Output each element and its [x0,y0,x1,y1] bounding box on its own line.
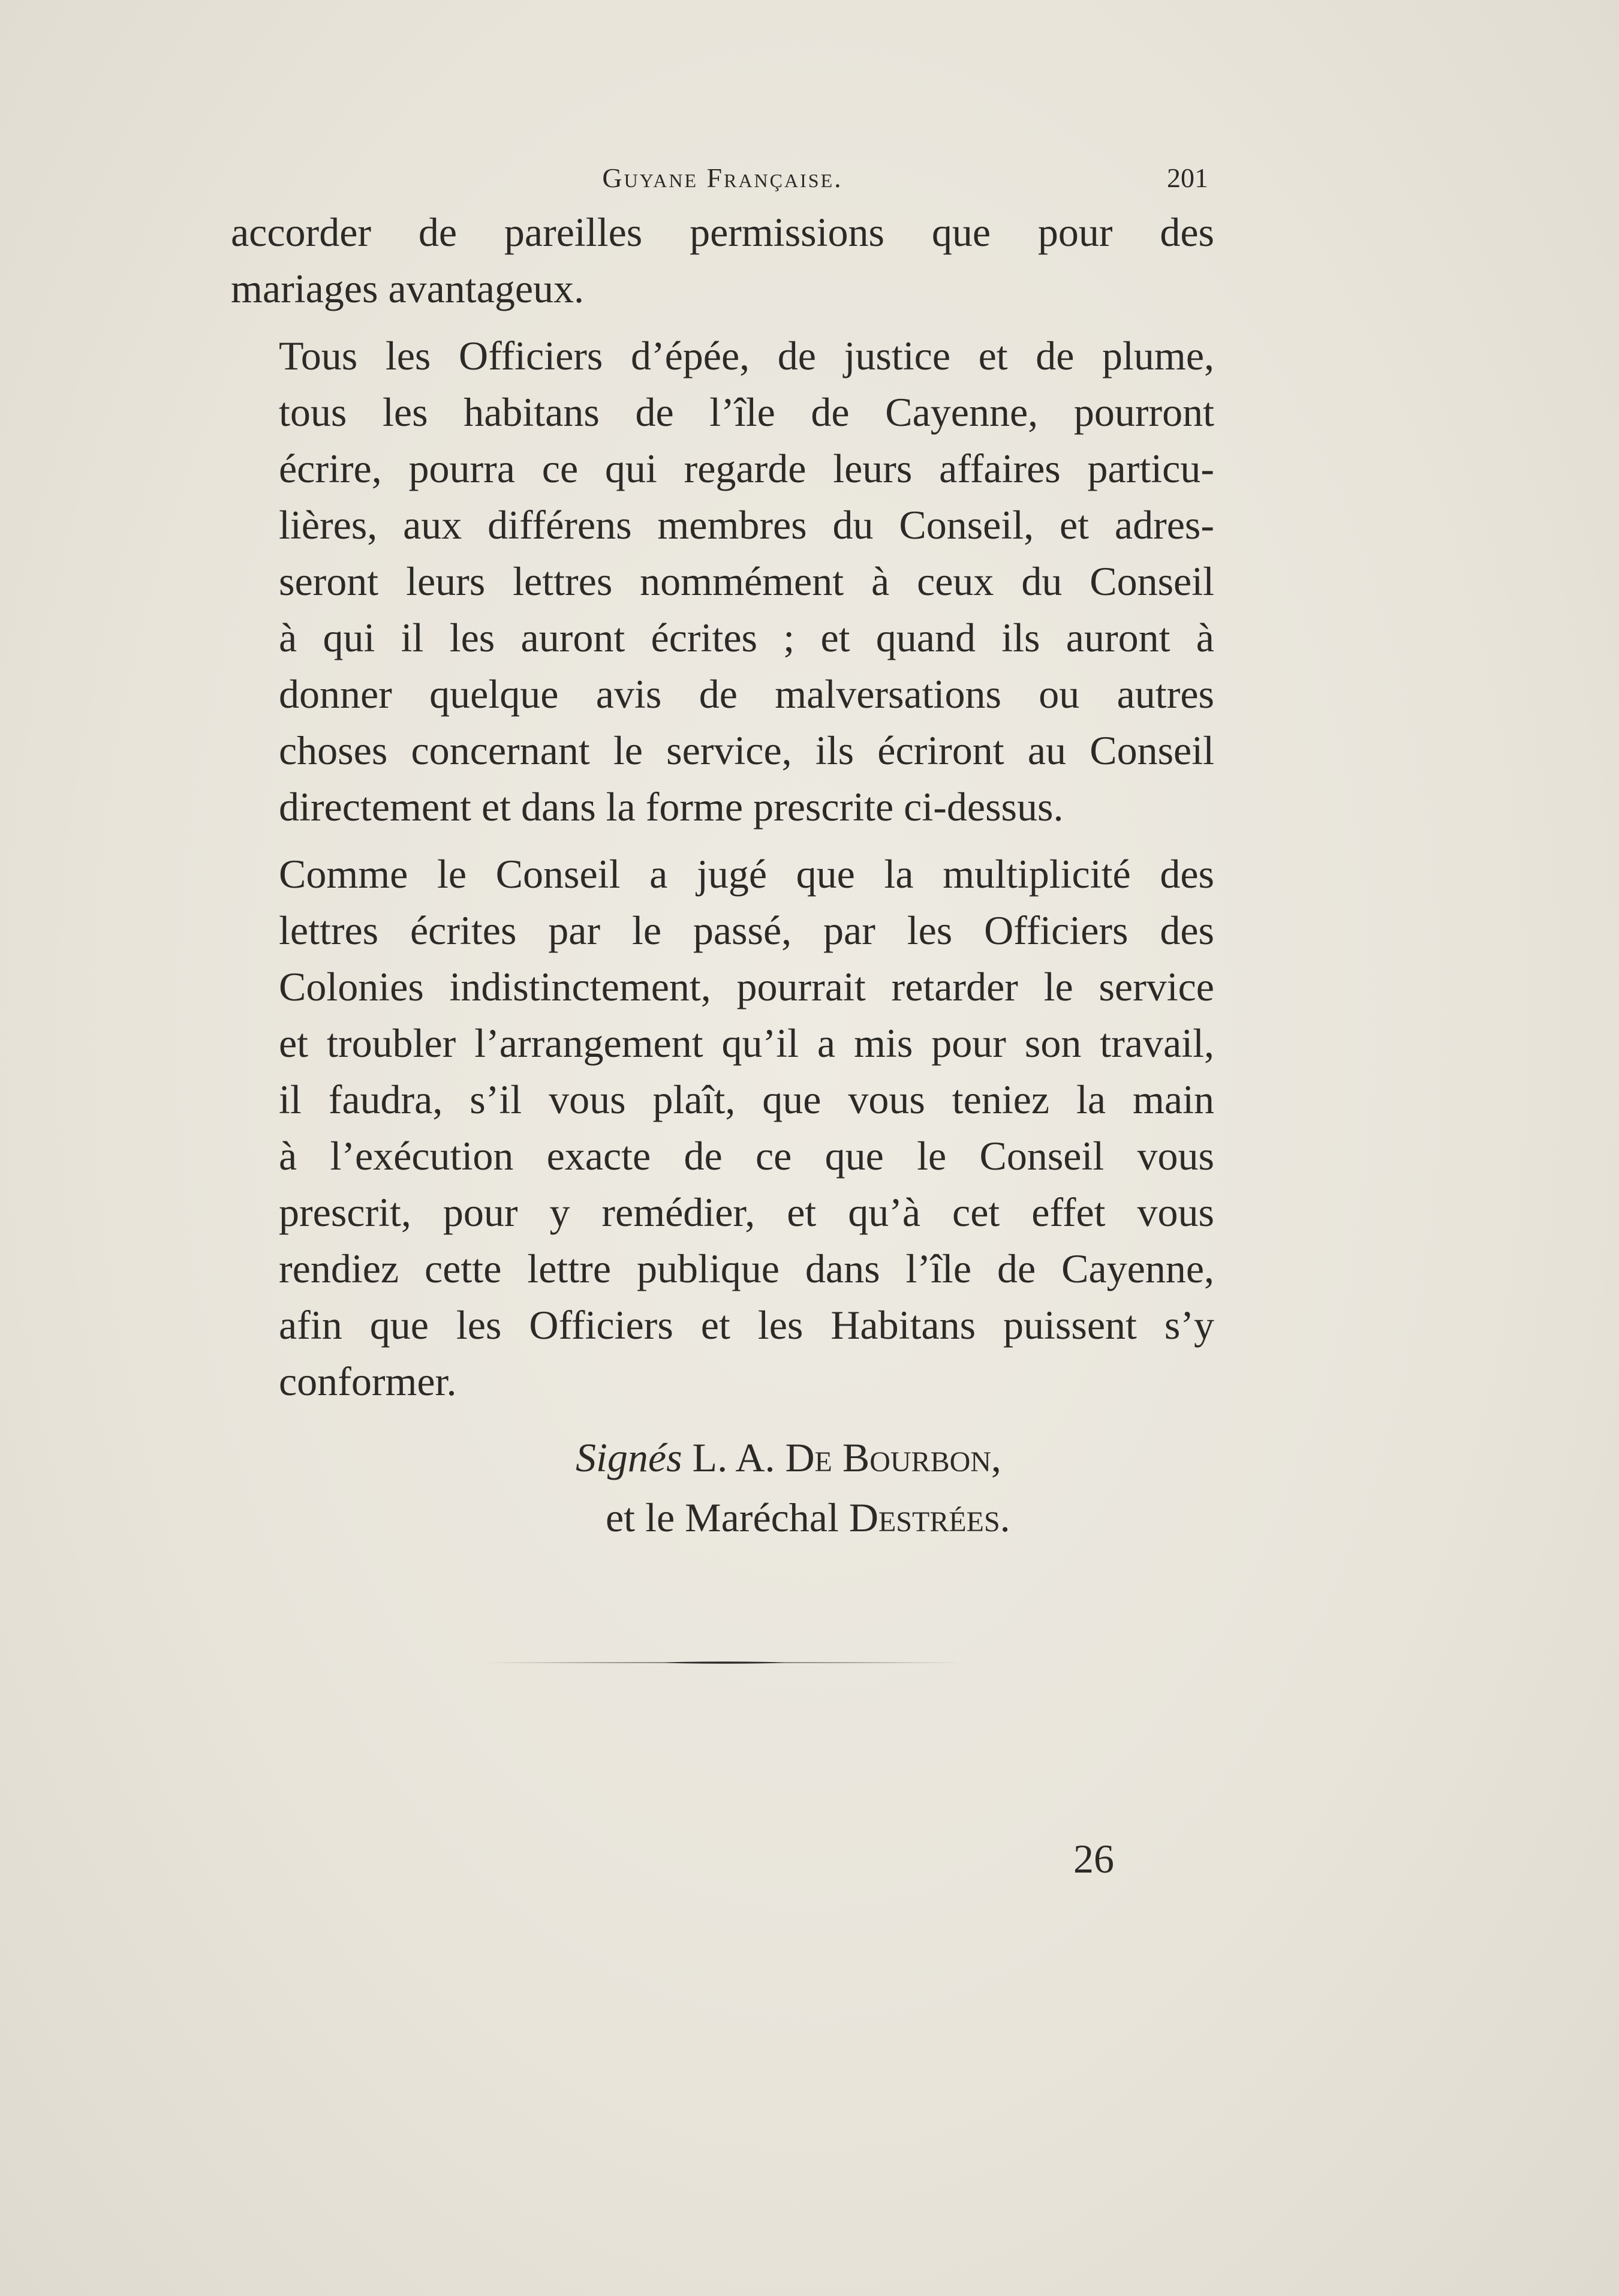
signes-label: Signés [576,1435,682,1480]
text-line: prescrit, pour y remédier, et qu’à cet effet vous [279,1189,1214,1235]
text-line: Tous les Officiers d’épée, de justice et de plume, [279,333,1214,378]
signatory-name-1: L. A. De Bourbon, [692,1435,1001,1480]
text-line: Colonies indistinctement, pourrait retarder le service [279,964,1214,1009]
paragraph-2 [231,327,1214,835]
signature-block [576,1428,1235,1547]
text-line: afin que les Officiers et les Habitans puissent s’y [279,1302,1214,1348]
text-line: seront leurs lettres nommément à ceux du Conseil [279,558,1214,604]
text-line: écrire, pourra ce qui regarde leurs affaires particu- [279,446,1214,491]
text-line: lettres écrites par le passé, par les Officiers des [279,907,1214,953]
text-line: à l’exécution exacte de ce que le Conseil vous [279,1133,1214,1179]
text-line: choses concernant le service, ils écriront au Conseil [279,728,1214,773]
text-line: et troubler l’arrangement qu’il a mis pour son travail, [279,1020,1214,1066]
page-number: 201 [1167,163,1208,193]
paragraph-3 [231,846,1214,1410]
signature-mark: 26 [1073,1836,1114,1882]
text-line: accorder de pareilles permissions que pour des [231,209,1214,255]
text-line: donner quelque avis de malversations ou autres [279,671,1214,717]
body-text [231,204,1214,1410]
signature-connector: et le Maréchal [606,1495,839,1540]
text-line: directement et dans la forme prescrite ci-dessus. [279,784,1064,830]
running-title: Guyane Française. [602,163,843,193]
text-line: il faudra, s’il vous plaît, que vous teniez la main [279,1077,1214,1122]
text-line: à qui il les auront écrites ; et quand ils auront à [279,615,1214,660]
text-line: lières, aux différens membres du Conseil, et adres- [279,502,1214,548]
text-line: mariages avantageux. [231,266,585,311]
signatory-name-2: Destrées. [848,1495,1010,1540]
page-header [231,162,1214,204]
text-line: tous les habitans de l’île de Cayenne, pourront [279,389,1214,435]
signature-line-2 [576,1487,1235,1547]
text-line: conformer. [279,1359,457,1404]
paragraph-1 [231,204,1214,317]
signature-line-1 [576,1428,1235,1487]
text-line: Comme le Conseil a jugé que la multiplicité des [279,851,1214,897]
section-rule [485,1660,964,1665]
text-line: rendiez cette lettre publique dans l’île de Cayenne, [279,1246,1214,1291]
